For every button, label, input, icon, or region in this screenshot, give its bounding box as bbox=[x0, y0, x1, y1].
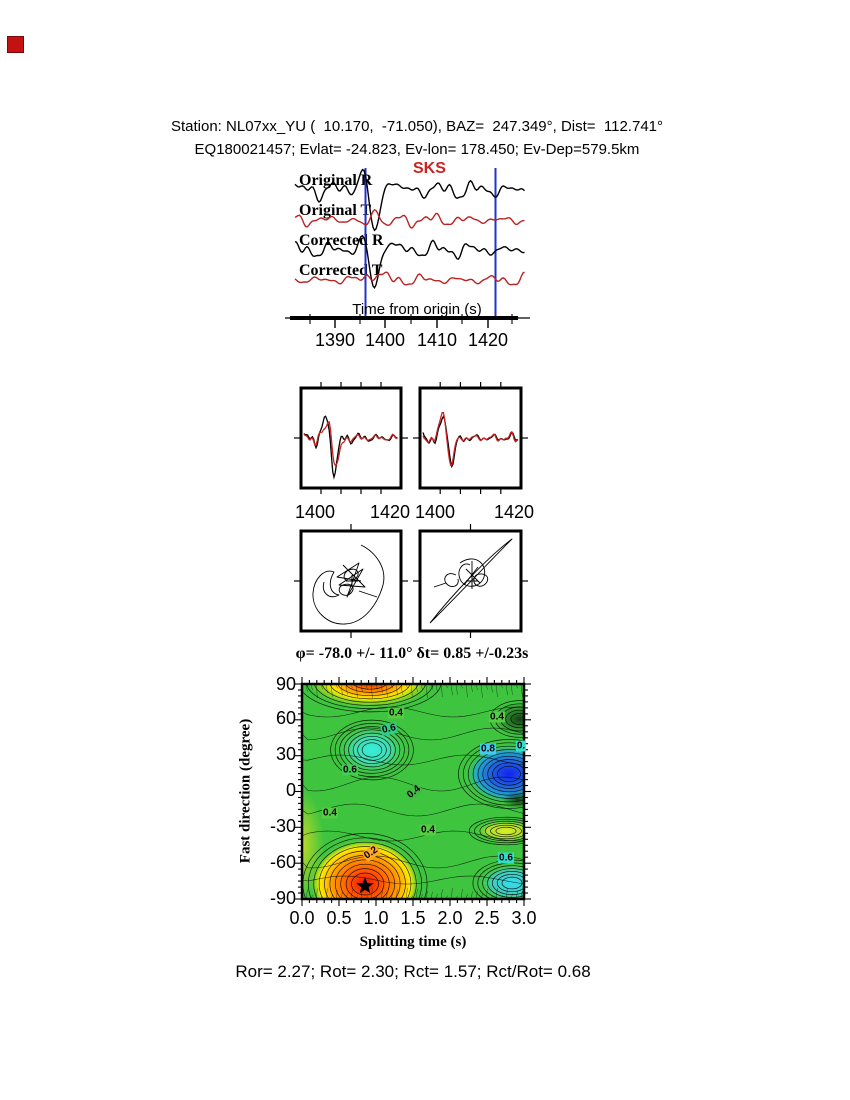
time-axis-tick-label: 1400 bbox=[364, 330, 406, 350]
contour-level-label: 0.4 bbox=[405, 783, 423, 801]
phase-label: SKS bbox=[413, 160, 446, 177]
contour-xtick-label: 1.0 bbox=[363, 908, 389, 928]
particle-motion-boxes bbox=[286, 520, 540, 642]
corner-marker bbox=[7, 36, 24, 53]
box-wave-red bbox=[423, 413, 518, 466]
contour-level-label: 0.8 bbox=[481, 743, 495, 755]
contour-ytick-label: 90 bbox=[275, 674, 296, 694]
contour-ylabel: Fast direction (degree) bbox=[237, 718, 254, 864]
contour-level-label: 0.4 bbox=[421, 824, 435, 836]
contour-title: φ= -78.0 +/- 11.0° δt= 0.85 +/-0.23s bbox=[295, 645, 529, 662]
contour-ytick-label: 0 bbox=[285, 780, 296, 800]
contour-xlabel: Splitting time (s) bbox=[359, 934, 467, 950]
header-line-2: EQ180021457; Evlat= -24.823, Ev-lon= 178.450; Ev-Dep=579.5km bbox=[194, 141, 640, 158]
windowed-waveform-boxes bbox=[286, 376, 540, 502]
trace-label-original-t: Original T bbox=[299, 202, 372, 219]
contour-ytick-label: -30 bbox=[269, 816, 296, 836]
wave-box bbox=[301, 388, 401, 488]
time-axis-tick-label: 1390 bbox=[314, 330, 356, 350]
contour-ytick-label: -60 bbox=[269, 852, 296, 872]
contour-ytick-label: -90 bbox=[269, 888, 296, 908]
trace-0 bbox=[295, 170, 525, 231]
contour-xtick-label: 3.0 bbox=[511, 908, 537, 928]
contour-ytick-label: 60 bbox=[275, 708, 296, 728]
contour-level-label: 0.4 bbox=[323, 807, 337, 819]
box-wave-black bbox=[423, 417, 518, 467]
time-axis-tick-label: 1420 bbox=[467, 330, 509, 350]
box-wave-black bbox=[304, 416, 398, 477]
contour-xtick-label: 0.5 bbox=[326, 908, 352, 928]
contour-xtick-label: 2.0 bbox=[437, 908, 463, 928]
trace-label-corrected-r: Corrected R bbox=[299, 232, 384, 249]
contour-level-label: 0. bbox=[516, 740, 526, 752]
contour-xtick-label: 0.0 bbox=[289, 908, 315, 928]
contour-level-label: 0.6 bbox=[343, 764, 357, 776]
contour-level-label: 0.4 bbox=[389, 707, 403, 719]
trace-1 bbox=[295, 210, 525, 228]
contour-xtick-label: 2.5 bbox=[474, 908, 500, 928]
trace-3 bbox=[295, 272, 525, 285]
contour-level-label: 0.6 bbox=[381, 722, 397, 736]
box-tick-label: 1400 bbox=[414, 502, 456, 522]
contour-level-label: 0.4 bbox=[490, 711, 504, 723]
hodogram-original bbox=[313, 545, 384, 624]
trace-label-corrected-t: Corrected T bbox=[299, 262, 383, 279]
contour-ytick-label: 30 bbox=[275, 744, 296, 764]
header-line-1: Station: NL07xx_YU ( 10.170, -71.050), BAZ= 247.349°, Dist= 112.741° bbox=[170, 118, 663, 135]
contour-level-label: 0.2 bbox=[362, 844, 380, 862]
box-tick-label: 1420 bbox=[493, 502, 535, 522]
time-axis-tick-label: 1410 bbox=[416, 330, 458, 350]
trace-label-original-r: Original R bbox=[299, 172, 373, 189]
contour-xtick-label: 1.5 bbox=[400, 908, 426, 928]
contour-level-label: 0.6 bbox=[499, 852, 513, 864]
time-axis-label: Time from origin (s) bbox=[352, 301, 482, 318]
hodogram-corrected bbox=[430, 539, 512, 623]
box-tick-label: 1400 bbox=[294, 502, 336, 522]
box-tick-label: 1420 bbox=[369, 502, 411, 522]
results-line: Ror= 2.27; Rot= 2.30; Rct= 1.57; Rct/Rot= 0.68 bbox=[235, 962, 591, 981]
